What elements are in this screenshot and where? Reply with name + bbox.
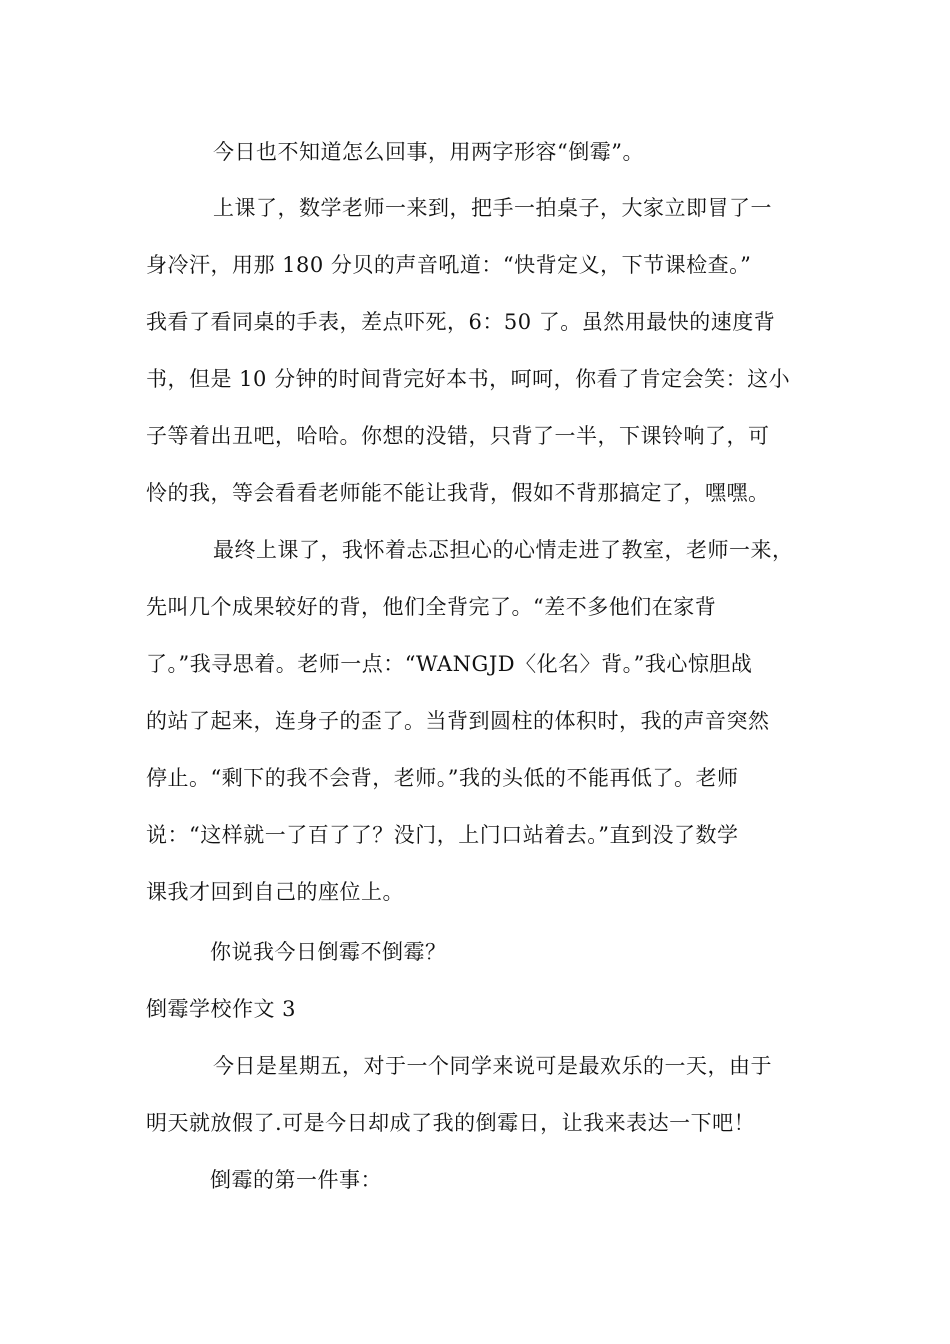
paragraph-line: 子等着出丑吧，哈哈。你想的没错，只背了一半，下课铃响了，可 [146,424,770,448]
paragraph-line: 停止。“剩下的我不会背，老师。”我的头低的不能再低了。老师 [146,766,739,790]
paragraph-line: 的站了起来，连身子的歪了。当背到圆柱的体积时，我的声音突然 [146,709,770,733]
paragraph-line: 我看了看同桌的手表，差点吓死，6：50 了。虽然用最快的速度背 [146,310,776,334]
paragraph-line: 怜的我，等会看看老师能不能让我背，假如不背那搞定了，嘿嘿。 [146,481,770,505]
paragraph-line: 你说我今日倒霉不倒霉？ [210,940,447,964]
paragraph-line: 今日也不知道怎么回事，用两字形容“倒霉”。 [213,140,644,164]
paragraph-line: 说：“这样就一了百了了？没门，上门口站着去。”直到没了数学 [146,823,739,847]
paragraph-line: 了。”我寻思着。老师一点：“WANGJD〈化名〉背。”我心惊胆战 [146,652,753,676]
paragraph-line: 先叫几个成果较好的背，他们全背完了。“差不多他们在家背 [146,595,717,619]
paragraph-line: 上课了，数学老师一来到，把手一拍桌子，大家立即冒了一 [213,196,772,220]
paragraph-line: 最终上课了，我怀着忐忑担心的心情走进了教室，老师一来， [213,538,794,562]
paragraph-line: 倒霉的第一件事： [210,1168,382,1192]
paragraph-line: 书，但是 10 分钟的时间背完好本书，呵呵，你看了肯定会笑：这小 [146,367,791,391]
paragraph-line: 课我才回到自己的座位上。 [146,880,404,904]
paragraph-line: 今日是星期五，对于一个同学来说可是最欢乐的一天，由于 [213,1054,772,1078]
paragraph-line: 明天就放假了.可是今日却成了我的倒霉日，让我来表达一下吧！ [146,1111,756,1135]
section-heading: 倒霉学校作文 3 [146,997,297,1021]
paragraph-line: 身冷汗，用那 180 分贝的声音吼道：“快背定义，下节课检查。” [146,253,752,277]
